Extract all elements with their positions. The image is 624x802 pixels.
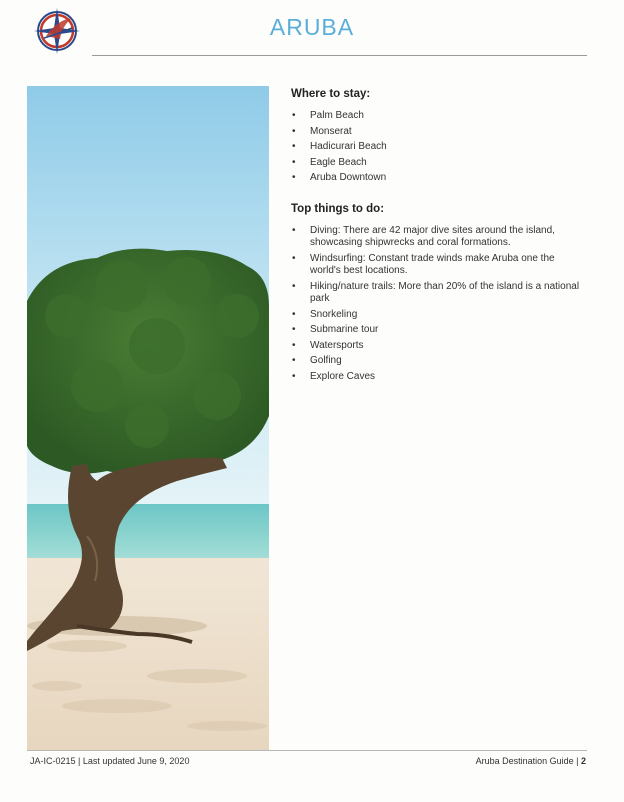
list-item: • Windsurfing: Constant trade winds make Aruba one the world's best locations. (291, 253, 581, 278)
footer-divider (27, 750, 587, 751)
divi-divi-tree-photo (27, 86, 269, 750)
page-number: 2 (580, 756, 586, 766)
list-item: • Snorkeling (291, 309, 581, 322)
where-to-stay-heading: Where to stay: (291, 88, 371, 100)
content-column (291, 88, 581, 401)
list-item: • Golfing (291, 355, 581, 368)
list-item: • Hiking/nature trails: More than 20% of the island is a national park (291, 281, 581, 306)
list-item: • Palm Beach (291, 110, 581, 123)
list-item: • Watersports (291, 340, 581, 353)
list-item: • Diving: There are 42 major dive sites around the island, showcasing shipwrecks and coral formations. (291, 225, 581, 250)
top-things-list (291, 225, 581, 384)
list-item: • Explore Caves (291, 371, 581, 384)
header-divider (92, 55, 587, 56)
list-item: • Aruba Downtown (291, 172, 581, 185)
list-item: • Submarine tour (291, 324, 581, 337)
page-title: ARUBA (269, 14, 355, 40)
list-item: • Monserat (291, 126, 581, 139)
guide-name: Aruba Destination Guide | (475, 756, 579, 766)
top-things-heading: Top things to do: (291, 202, 385, 215)
list-item: • Eagle Beach (291, 157, 581, 170)
page-footer (476, 756, 586, 766)
list-item: • Hadicurari Beach (291, 141, 581, 154)
document-id-footer: JA-IC-0215 | Last updated June 9, 2020 (30, 756, 190, 766)
where-to-stay-list (291, 110, 581, 185)
